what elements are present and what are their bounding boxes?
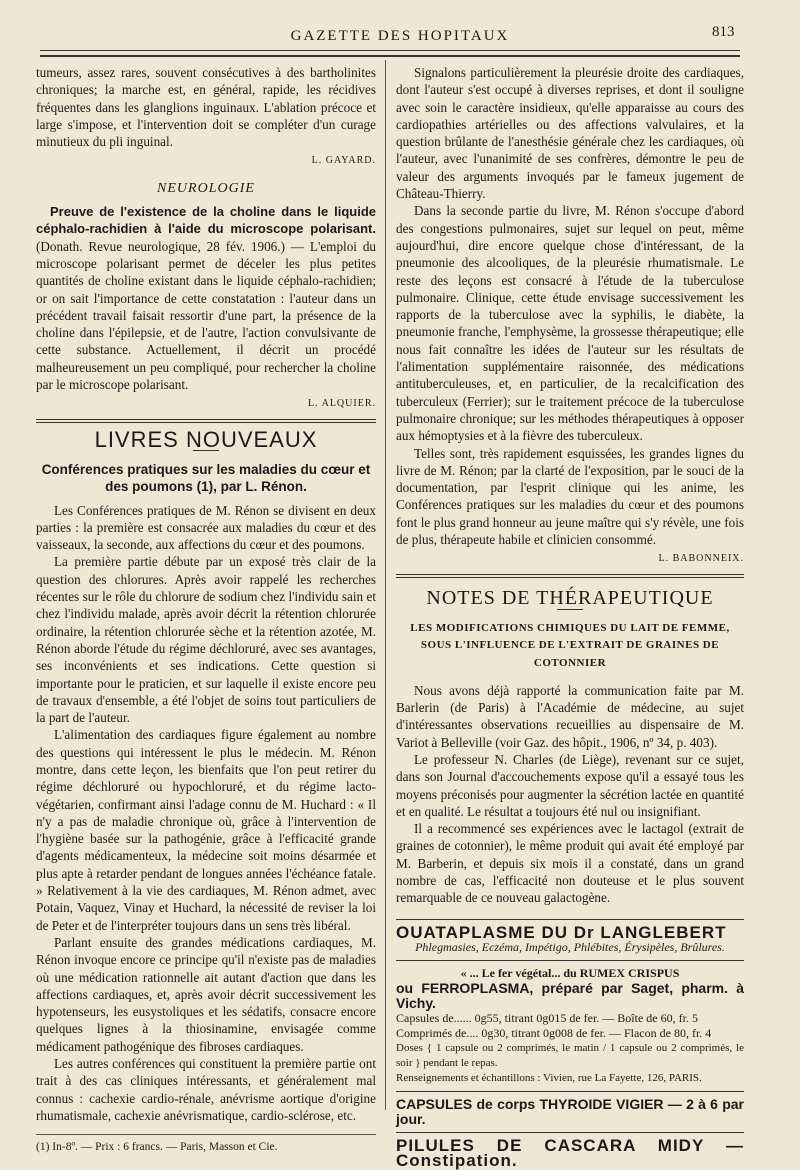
neuro-reference: (Donath. Revue neurologique, 28 fév. 1906.) [36, 238, 285, 254]
review-paragraph-7: Dans la seconde partie du livre, M. Rénon s'occupe d'abord des congestions pulmonaires, sujet sur lequel on peut, même aujourd'hui, dire encore quelque chose d'intéressant, de la pneumonie des alcooliques, de la pleurésie rhumatismale. Le reste des leçons est consacré à l'étude de la tuberculose pulmonaire. Clinique, cette étude envisage successivement les rapports de la tuberculose avec la syphilis, le diabète, la pneumonie franche, l'emphysème, la grossesse thérapeutique; elle nous fait connaître les idées de l'auteur sur les résultats de l'alimentation supplémentaire raisonnée, des médications antituberculeuses, et, en particulier, de la recalcification des tuberculeux (Ferrier); sur le traitement précoce de la tuberculose pulmonaire chronique; sur les méthodes thérapeutiques à opposer aux hémoptysies et à la fièvre des tuberculeux. [396, 203, 744, 444]
left-column [36, 64, 376, 1157]
neuro-article-title: Preuve de l'existence de la choline dans le liquide céphalo-rachidien à l'aide du microscope polarisant. [36, 204, 376, 237]
ad-capsules: Capsules de...... 0g55, titrant 0g015 de fer. — Boîte de 60, fr. 5 [396, 1010, 698, 1025]
signature-alquier: L. ALQUIER. [308, 398, 376, 410]
signature-gayard: L. GAYARD. [311, 155, 376, 167]
ad-doses: Doses { 1 capsule ou 2 comprimés, le matin / 1 capsule ou 2 comprimés, le soir } pendant le repas. [396, 1041, 744, 1069]
footnote: (1) In-8º. — Prix : 6 francs. — Paris, Masson et Cie. [36, 1134, 376, 1156]
column-divider [385, 60, 386, 1110]
section-neurologie: NEUROLOGIE [157, 180, 255, 196]
ad-ouataplasme: OUATAPLASME DU Dr LANGLEBERT [396, 922, 727, 942]
notes-paragraph-1: Nous avons déjà rapporté la communication faite par M. Barlerin (de Paris) à l'Académie de médecine, au sujet d'intéressantes observations recueillies au dispensaire de M. Variot à Belleville (voir Gaz. des hôpit., 1906, nº 34, p. 403). [396, 682, 744, 750]
notes-paragraph-2: Le professeur N. Charles (de Liège), revenant sur ce sujet, dans son Journal d'accouchements expose qu'il a essayé tous les moyens préconisés pour augmenter la sécrétion lactée en quantité et en qualité. Le résultat a toujours été nul ou insignifiant. [396, 751, 744, 819]
running-head: GAZETTE DES HOPITAUX [290, 28, 510, 44]
top-rule-thick [40, 55, 740, 57]
ad-rule [396, 919, 744, 920]
review-paragraph-5: Les autres conférences qui constituent la première partie ont trait à des cas cliniques intéressants, et généralement mal connus : cachexie cardio-rénale, anévrisme aortique d'origine rhumatismale, cachexie anévrismatique, cardio-sclérose, etc. [36, 1056, 376, 1123]
short-rule-right [557, 609, 583, 610]
intro-paragraph: tumeurs, assez rares, souvent consécutives à des bartholinites chroniques; la marche est, en général, rapide, les récidives fréquentes dans les glanglions inguinaux. L'ablation précoce et large s'impose, et l'intervention doit se compléter d'un curage minutieux du pli inguinal. [36, 65, 376, 150]
review-paragraph-1: Les Conférences pratiques de M. Rénon se divisent en deux parties : la première est consacrée aux maladies du cœur et des vaisseaux, la seconde, aux affections du cœur et des poumons. [36, 502, 376, 553]
double-rule-right [396, 574, 744, 578]
ad-rule [396, 1091, 744, 1092]
notes-therapeutique-heading: NOTES DE THÉRAPEUTIQUE [426, 586, 714, 609]
notes-subheading: LES MODIFICATIONS CHIMIQUES DU LAIT DE FEMME, SOUS L'INFLUENCE DE L'EXTRAIT DE GRAINES DE COTONNIER [410, 621, 730, 669]
signature-babonneix: L. BABONNEIX. [658, 553, 744, 565]
double-rule [36, 419, 376, 423]
notes-paragraph-3: Il a recommencé ses expériences avec le lactagol (extrait de graines de cotonnier), le même produit qui avait été employé par M. Barberin, et depuis six mois il a constaté, dans un grand nombre de cas, l'efficacité non douteuse et le plus souvent remarquable de ce nouveau galactogène. [396, 821, 744, 906]
advertisements [396, 919, 744, 1168]
ad-capsules-thyroide: CAPSULES de corps THYROIDE VIGIER — 2 à 6 par jour. [396, 1095, 744, 1127]
ad-pilules-cascara: PILULES DE CASCARA MIDY — Constipation. [396, 1135, 744, 1170]
livres-nouveaux-heading: LIVRES NOUVEAUX [94, 426, 318, 452]
review-paragraph-6: Signalons particulièrement la pleurésie droite des cardiaques, dont l'auteur s'est occupé à diverses reprises, et dont il souligne avec soin le caractère insidieux, qu'elle apparaisse au cours des cardiopathies artérielles ou des affections valvulaires, et la question brûlante de l'anesthésie générale chez les cardiaques, où l'auteur, avec l'unanimité de ses confrères, démontre le peu de valeur des arguments invoqués par le fameux jugement de Château-Thierry. [396, 65, 744, 202]
ad-rule [396, 1132, 744, 1133]
neuro-body: — L'emploi du microscope polarisant permet de déceler les plus petites quantités de choline existant dans le liquide céphalo-rachidien; or on sait l'importance de cette constatation : l'auteur dans un précédent travail faisait ressortir d'une part, la présence de la choline dans l'épilepsie, et de l'autre, l'action convulsivante de cette substance. Actuellement, il décrit un procédé malheureusement un peu compliqué, pour rechercher la choline par le microscope polarisant. [36, 238, 377, 393]
page-number: 813 [712, 24, 735, 40]
ad-renseignements: Renseignements et échantillons : Vivien, rue La Fayette, 126, PARIS. [396, 1071, 702, 1084]
ad-ouataplasme-sub: Phlegmasies, Eczéma, Impétigo, Phlébites, Érysipèles, Brûlures. [415, 939, 725, 954]
ad-comprimes: Comprimés de.... 0g30, titrant 0g008 de fer. — Flacon de 80, fr. 4 [396, 1025, 712, 1040]
ad-ferroplasma: ou FERROPLASMA, préparé par Saget, pharm. à Vichy. [396, 979, 744, 1011]
right-column [396, 64, 744, 1168]
review-paragraph-3: L'alimentation des cardiaques figure également au nombre des questions qui intéressent le plus le médecin. M. Rénon montre, dans cette leçon, les bienfaits que l'on peut retirer du régime déchloruré ou hypochloruré, et du régime lacto-végétarien, confirmant ainsi l'adage connu de M. Huchard : « Il n'y a pas de maladie chronique où, grâce à l'intervention de l'hygiène basée sur la pathogénie, grâce à l'efficacité grande d'agents médicamenteux, la médecine soit moins désarmée et plus apte à retarder pendant de longues années l'échéance fatale. » Relativement à la vie des cardiaques, M. Rénon admet, avec Potain, Vaquez, Vinay et Huchard, la nécessité de reviser la loi de Peter et de l'interpréter toujours dans un sens très libéral. [36, 727, 376, 933]
review-paragraph-2: La première partie débute par un exposé très clair de la question des chlorures. Après avoir rappelé les recherches récentes sur le rôle du chlorure de sodium chez l'individu sain et chez l'individu malade, après avoir décrit la rétention chlorurée ordinaire, la rétention chlorurée sèche et la rétention azotée, M. Rénon aborde l'étude du régime déchloruré, avec ses avantages, ses inconvénients et ses indications. Cette question si importante pour le praticien, et sur laquelle il existe encore peu de travaux d'ensemble, a été l'objet de soins tout particuliers de la part de l'auteur. [36, 554, 376, 726]
top-rule [40, 50, 740, 51]
book-title: Conférences pratiques sur les maladies du cœur et des poumons (1), par L. Rénon. [41, 461, 371, 495]
ad-fer-quote: « ... Le fer végétal... du RUMEX CRISPUS [460, 965, 680, 980]
review-paragraph-4: Parlant ensuite des grandes médications cardiaques, M. Rénon invoque encore ce principe qu'il n'existe pas de maladies où une médication rationnelle ait autant d'action que dans les affections cardiaques, et, après avoir décrit successivement les hypotenseurs, les eusystoliques et les sédatifs, consacre encore quelques lignes à la thiosinamine, envisagée comme médicament pathogénique des fibroses cardiaques. [36, 934, 376, 1054]
ad-rule [396, 960, 744, 961]
review-paragraph-8: Telles sont, très rapidement esquissées, les grandes lignes du livre de M. Rénon; par la clarté de l'exposition, par le souci de la documentation, par l'esprit clinique qui les anime, les Conférences pratiques sur les maladies du cœur et des poumons font le plus grand honneur au jeune maître qui s'y révèle, une fois de plus, thérapeute habile et clinicien consommé. [396, 445, 744, 548]
